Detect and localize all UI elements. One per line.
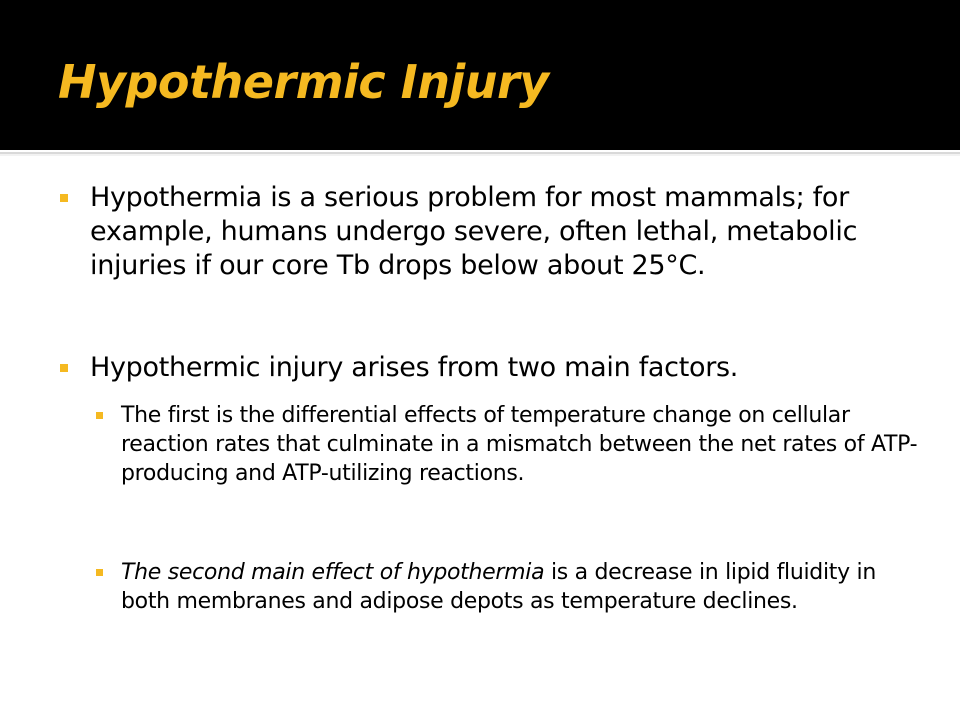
square-bullet-icon <box>60 364 68 372</box>
square-bullet-icon <box>96 412 103 419</box>
square-bullet-icon <box>60 194 68 202</box>
slide-title: Hypothermic Injury <box>58 55 549 109</box>
title-bar <box>0 0 960 150</box>
sub-bullet-item-first-factor <box>121 401 921 488</box>
square-bullet-icon <box>96 569 103 576</box>
bullet-text: Hypothermia is a serious problem for most mammals; for example, humans undergo severe, often lethal, metabolic injuries if our core Tb drops below about 25°C. <box>90 182 858 281</box>
sub-bullet-item-second-factor <box>121 558 921 616</box>
bullet-item-factors <box>90 351 930 385</box>
sub-bullet-text: The first is the differential effects of temperature change on cellular reaction rates that culminate in a mismatch between the net rates of ATP-producing and ATP-utilizing reactions. <box>121 403 918 486</box>
bullet-item-hypothermia <box>90 181 930 283</box>
sub-bullet-text: is a decrease in lipid fluidity in both membranes and adipose depots as temperature declines. <box>121 560 876 614</box>
slide-content <box>0 156 960 720</box>
sub-bullet-italic-text: The second main effect of hypothermia <box>121 560 545 585</box>
bullet-text: Hypothermic injury arises from two main factors. <box>90 352 739 383</box>
